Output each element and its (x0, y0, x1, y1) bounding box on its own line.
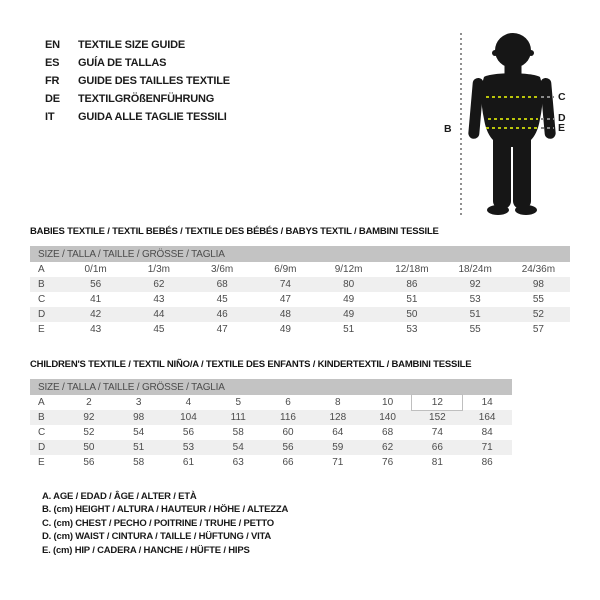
table-cell: 74 (279, 279, 291, 290)
table-cell: 3/6m (211, 264, 234, 275)
table-row-label: C (38, 427, 46, 438)
table-cell: 56 (83, 457, 95, 468)
table-cell: 92 (83, 412, 95, 423)
table-cell: 51 (406, 294, 418, 305)
hip-measure-line-tail (541, 127, 554, 129)
table-cell: 24/36m (521, 264, 556, 275)
table-row (30, 292, 570, 307)
table-cell: 2 (86, 397, 92, 408)
table-cell: 47 (279, 294, 291, 305)
table-cell: 45 (153, 324, 165, 335)
chest-label-c: C (558, 91, 566, 103)
table-cell: 49 (279, 324, 291, 335)
table-cell: 164 (478, 412, 496, 423)
table-cell: 49 (343, 294, 355, 305)
table-cell: 111 (230, 412, 246, 423)
table-cell: 50 (83, 442, 95, 453)
table-row-label: E (38, 457, 45, 468)
table-cell: 54 (133, 427, 145, 438)
waist-label-d: D (558, 112, 566, 124)
table-cell: 52 (83, 427, 95, 438)
table-row (30, 322, 570, 337)
legend-item: E. (cm) HIP / CADERA / HANCHE / HÜFTE / HIPS (42, 544, 250, 556)
waist-measure-line (488, 118, 538, 120)
size-header: SIZE / TALLA / TAILLE / GRÖSSE / TAGLIA (30, 379, 512, 395)
table-row (30, 307, 570, 322)
height-label-b: B (444, 123, 452, 135)
table-row (30, 410, 512, 425)
table-cell: 6/9m (274, 264, 297, 275)
table-cell: 55 (469, 324, 481, 335)
table-cell: 92 (469, 279, 481, 290)
table-cell: 10 (382, 397, 394, 408)
table-cell: 5 (235, 397, 242, 408)
table-cell: 81 (431, 457, 443, 468)
language-code: IT (45, 111, 55, 123)
table-row (30, 395, 512, 410)
table-cell: 86 (406, 279, 418, 290)
table-row-label: C (38, 294, 46, 305)
table-row (30, 440, 512, 455)
language-row (45, 54, 230, 72)
legend-item: D. (cm) WAIST / CINTURA / TAILLE / HÜFTUNG / VITA (42, 531, 272, 543)
size-header: SIZE / TALLA / TAILLE / GRÖSSE / TAGLIA (30, 246, 570, 262)
table-row (30, 425, 512, 440)
table-cell: 3 (135, 397, 142, 408)
table-cell: 44 (153, 309, 165, 320)
table-cell: 48 (279, 309, 291, 320)
table-cell: 76 (382, 457, 394, 468)
hip-measure-line (486, 127, 540, 129)
table-row (30, 262, 570, 277)
table-cell: 12 (412, 395, 462, 410)
table-cell: 41 (90, 294, 102, 305)
language-code: ES (45, 57, 60, 69)
table-cell: 45 (216, 294, 228, 305)
table-cell: 0/1m (84, 264, 107, 275)
table-cell: 116 (280, 412, 296, 423)
table-cell: 50 (406, 309, 418, 320)
language-label: GUIDA ALLE TAGLIE TESSILI (78, 111, 227, 123)
language-list (45, 36, 230, 126)
waist-measure-line-tail (541, 118, 554, 120)
table-cell: 64 (332, 427, 344, 438)
table-cell: 74 (431, 427, 443, 438)
language-label: TEXTILE SIZE GUIDE (78, 39, 186, 51)
children-table (30, 379, 512, 470)
table-row (30, 277, 570, 292)
table-cell: 104 (180, 412, 197, 423)
table-cell: 59 (332, 442, 344, 453)
table-cell: 6 (285, 397, 291, 408)
measurement-legend (42, 490, 288, 557)
table-cell: 98 (532, 279, 544, 290)
language-label: GUÍA DE TALLAS (78, 57, 167, 69)
language-row (45, 36, 230, 54)
language-label: TEXTILGRÖßENFÜHRUNG (78, 93, 215, 105)
table-cell: 71 (332, 457, 344, 468)
table-cell: 152 (429, 412, 446, 423)
table-cell: 51 (469, 309, 481, 320)
children-table-title: CHILDREN'S TEXTILE / TEXTIL NIÑO/A / TEXTILE DES ENFANTS / KINDERTEXTIL / BAMBINI TESSILE (30, 359, 472, 370)
table-cell: 9/12m (334, 264, 363, 275)
table-cell: 53 (469, 294, 481, 305)
table-cell: 62 (382, 442, 394, 453)
table-cell: 71 (481, 442, 493, 453)
height-measure-line (460, 33, 462, 217)
table-cell: 47 (216, 324, 228, 335)
language-row (45, 72, 230, 90)
language-label: GUIDE DES TAILLES TEXTILE (78, 75, 230, 87)
language-row (45, 108, 230, 126)
table-row (30, 455, 512, 470)
babies-table-title: BABIES TEXTILE / TEXTIL BEBÉS / TEXTILE DES BÉBÉS / BABYS TEXTIL / BAMBINI TESSILE (30, 226, 439, 237)
table-cell: 61 (182, 457, 195, 468)
chest-measure-line (486, 96, 539, 98)
chest-measure-line-tail (541, 96, 554, 98)
language-row (45, 90, 230, 108)
table-cell: 68 (216, 279, 228, 290)
table-cell: 1/3m (147, 264, 170, 275)
children-table-body (30, 395, 512, 470)
table-cell: 140 (379, 412, 396, 423)
table-cell: 14 (481, 397, 493, 408)
table-cell: 43 (153, 294, 165, 305)
table-row-label: D (38, 442, 46, 453)
table-cell: 49 (343, 309, 355, 320)
table-row-label: E (38, 324, 45, 335)
language-code: DE (45, 93, 60, 105)
table-cell: 52 (532, 309, 544, 320)
table-cell: 84 (481, 427, 493, 438)
table-row-label: D (38, 309, 46, 320)
child-silhouette (468, 27, 556, 219)
table-cell: 58 (133, 457, 145, 468)
table-cell: 57 (532, 324, 544, 335)
legend-item: A. AGE / EDAD / ÂGE / ALTER / ETÀ (42, 491, 197, 502)
table-cell: 128 (329, 412, 347, 423)
babies-table (30, 246, 570, 337)
table-cell: 56 (90, 279, 102, 290)
babies-table-body (30, 262, 570, 337)
table-cell: 51 (343, 324, 355, 335)
table-cell: 56 (182, 427, 195, 438)
table-cell: 66 (431, 442, 443, 453)
table-cell: 18/24m (458, 264, 492, 275)
table-cell: 54 (232, 442, 244, 453)
table-cell: 55 (532, 294, 544, 305)
table-cell: 86 (481, 457, 493, 468)
table-cell: 56 (282, 442, 294, 453)
table-cell: 53 (406, 324, 418, 335)
table-cell: 68 (382, 427, 394, 438)
table-cell: 66 (282, 457, 294, 468)
legend-item: C. (cm) CHEST / PECHO / POITRINE / TRUHE / PETTO (42, 517, 274, 529)
table-cell: 58 (232, 427, 244, 438)
table-cell: 62 (153, 279, 165, 290)
table-cell: 80 (343, 279, 355, 290)
table-cell: 12/18m (395, 264, 429, 275)
table-row-label: B (38, 412, 45, 423)
language-code: EN (45, 39, 60, 51)
table-cell: 53 (182, 442, 195, 453)
table-cell: 46 (216, 309, 228, 320)
table-cell: 42 (90, 309, 102, 320)
table-cell: 4 (185, 397, 192, 408)
table-cell: 43 (90, 324, 102, 335)
language-code: FR (45, 75, 60, 87)
table-cell: 60 (282, 427, 294, 438)
table-row-label: A (38, 264, 45, 275)
table-cell: 98 (133, 412, 145, 423)
table-row-label: A (38, 397, 45, 408)
legend-item: B. (cm) HEIGHT / ALTURA / HAUTEUR / HÖHE / ALTEZZA (42, 504, 289, 516)
hip-label-e: E (558, 122, 566, 134)
table-row-label: B (38, 279, 45, 290)
table-cell: 63 (232, 457, 244, 468)
table-cell: 8 (335, 397, 341, 408)
table-cell: 51 (133, 442, 145, 453)
